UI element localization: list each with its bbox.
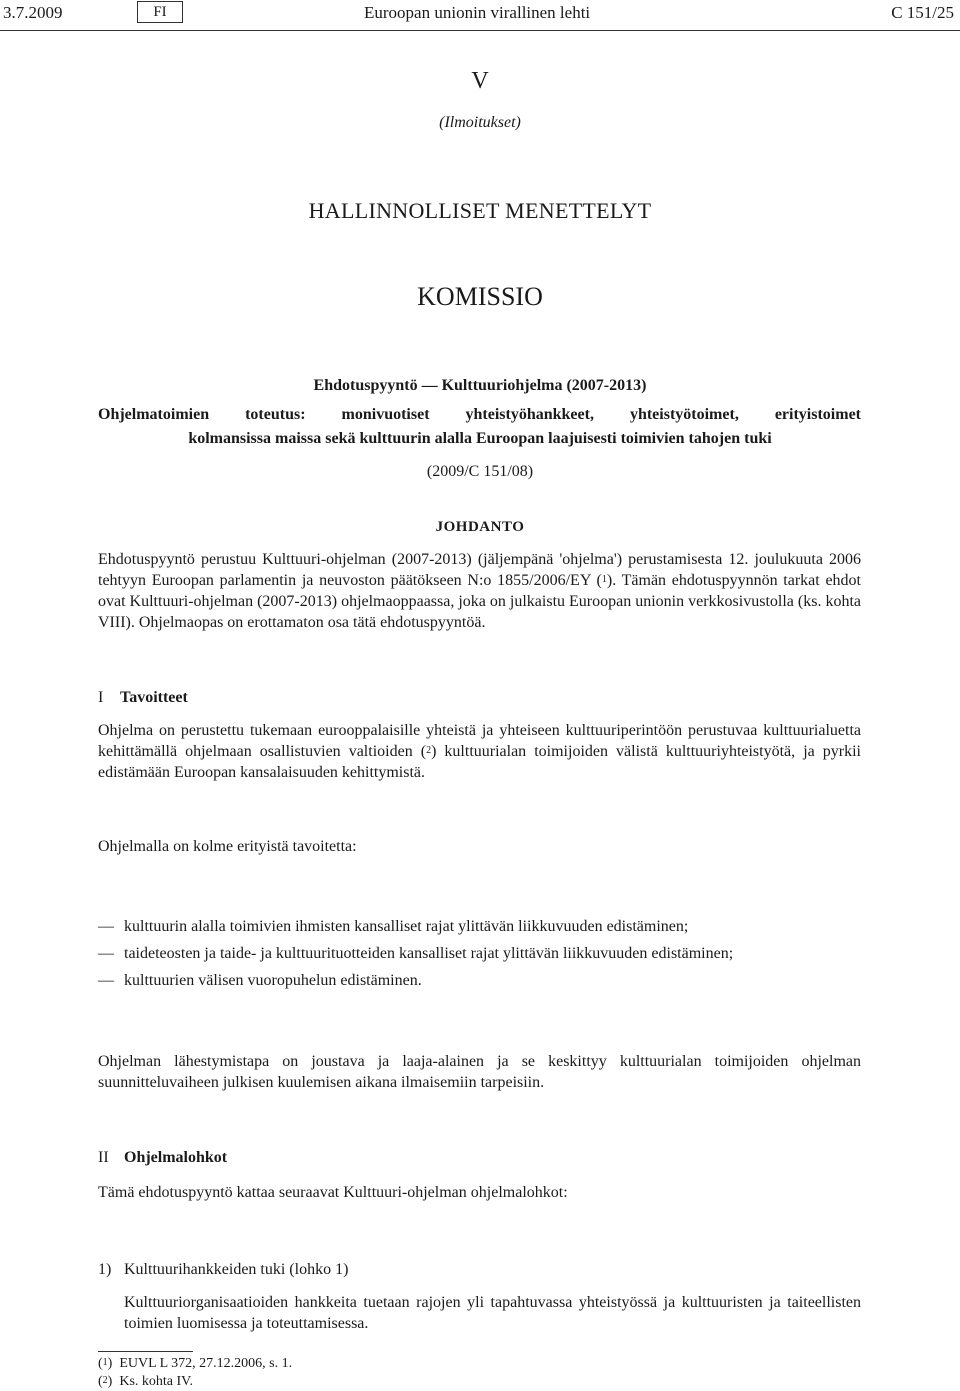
footnote-2-text: Ks. kohta IV. <box>119 1374 193 1389</box>
section-1-text-b: ) kulttuurialan toimijoiden välistä kulttuuriyhteistyötä, ja pyrkii edistämään Euroopan kansalaisuuden kehittymistä. <box>98 743 861 781</box>
section-1-heading <box>98 689 188 707</box>
footnote-2: ($^2$) Ks. kohta IV. <box>98 1374 193 1389</box>
section-1-text-a: Ohjelma on perustettu tukemaan eurooppalaisille yhteistä ja yhteiseen kulttuuriperintöön perustuvaa kulttuurialuetta kehittämällä ohjelmaan osallistuvien valtioiden ( <box>98 722 861 760</box>
language-badge: FI <box>137 1 183 23</box>
section-2-heading <box>98 1149 227 1167</box>
institution-title: KOMISSIO <box>417 282 543 311</box>
dash-bullet: — <box>98 972 114 989</box>
call-title: Ehdotuspyyntö — Kulttuuriohjelma (2007-2013) <box>313 377 647 394</box>
intro-text-b: ). Tämän ehdotuspyynnön tarkat ehdot ovat Kulttuuri-ohjelman (2007-2013) ohjelmaoppaassa, joka on julkaistu Euroopan unionin verkkosivustolla (ks. kohta VIII). Ohjelmaopas on erottamaton osa tätä ehdotuspyyntöä. <box>98 572 862 631</box>
publication-date: 3.7.2009 <box>3 3 63 22</box>
footnote-divider <box>98 1351 193 1352</box>
objective-item <box>98 918 861 939</box>
footnote-1: ($^1$) EUVL L 372, 27.12.2006, s. 1. <box>98 1356 293 1371</box>
strand-1-text: Kulttuuriorganisaatioiden hankkeita tuetaan rajojen yli tapahtuvassa yhteistyössä ja kulttuuristen ja taiteellisten toimien luomisessa ja toteuttamisessa. <box>124 1294 861 1332</box>
intro-paragraph <box>98 549 861 633</box>
objective-item <box>98 972 861 993</box>
dash-bullet: — <box>98 918 114 935</box>
objectives-intro: Ohjelmalla on kolme erityistä tavoitetta: <box>98 838 357 855</box>
call-code: (2009/C 151/08) <box>426 463 534 480</box>
header-divider <box>0 30 960 31</box>
footnote-1-text: EUVL L 372, 27.12.2006, s. 1. <box>119 1356 293 1371</box>
intro-heading: JOHDANTO <box>435 519 525 535</box>
strand-1-title: Kulttuurihankkeiden tuki (lohko 1) <box>124 1261 349 1278</box>
approach-paragraph: Ohjelman lähestymistapa on joustava ja laaja-alainen ja se keskittyy kulttuurialan toimijoiden ohjelman suunnitteluvaiheen julkisen kuulemisen aikana ilmaisemiin tarpeisiin. <box>98 1053 861 1091</box>
dash-bullet: — <box>98 945 114 962</box>
section-title: HALLINNOLLISET MENETTELYT <box>308 198 652 223</box>
part-number: V <box>471 68 489 94</box>
footnote-1-mark: 1 <box>102 1357 108 1368</box>
section-1-paragraph <box>98 720 861 783</box>
strand-1-number: 1) <box>98 1261 112 1278</box>
section-2-intro: Tämä ehdotuspyyntö kattaa seuraavat Kulttuuri-ohjelman ohjelmalohkot: <box>98 1184 568 1201</box>
objective-text: kulttuurin alalla toimivien ihmisten kansalliset rajat ylittävän liikkuvuuden edistäminen; <box>124 918 689 935</box>
journal-header <box>0 3 960 27</box>
section-1-title: Tavoitteet <box>120 689 188 706</box>
objective-item <box>98 945 861 966</box>
section-1-number: I <box>98 689 104 706</box>
journal-title: Euroopan unionin virallinen lehti <box>364 3 591 22</box>
section-2-number: II <box>98 1149 109 1166</box>
part-subtitle: (Ilmoitukset) <box>439 114 521 131</box>
page-reference: C 151/25 <box>891 3 954 22</box>
intro-text-a: Ehdotuspyyntö perustuu Kulttuuri-ohjelman (2007-2013) (jäljempänä 'ohjelma') perustamisesta 12. joulukuuta 2006 tehtyyn Euroopan parlamentin ja neuvoston päätökseen N:o 1855/2006/EY ( <box>98 551 861 589</box>
objective-text: kulttuurien välisen vuoropuhelun edistäminen. <box>124 972 422 989</box>
call-subtitle-line2: kolmansissa maissa sekä kulttuurin alalla Euroopan laajuisesti toimivien tahojen tuki <box>188 430 772 447</box>
section-2-title: Ohjelmalohkot <box>124 1149 228 1166</box>
footnote-2-mark: 2 <box>102 1375 108 1386</box>
strand-1-heading <box>98 1261 348 1279</box>
call-subtitle-line1: Ohjelmatoimien toteutus: monivuotiset yhteistyöhankkeet, yhteistyötoimet, erityistoimet <box>98 406 861 423</box>
objective-text: taideteosten ja taide- ja kulttuurituotteiden kansalliset rajat ylittävän liikkuvuuden edistäminen; <box>124 945 734 962</box>
footnote-ref-1[interactable]: 1 <box>601 574 607 585</box>
footnote-ref-2[interactable]: 2 <box>426 745 432 756</box>
